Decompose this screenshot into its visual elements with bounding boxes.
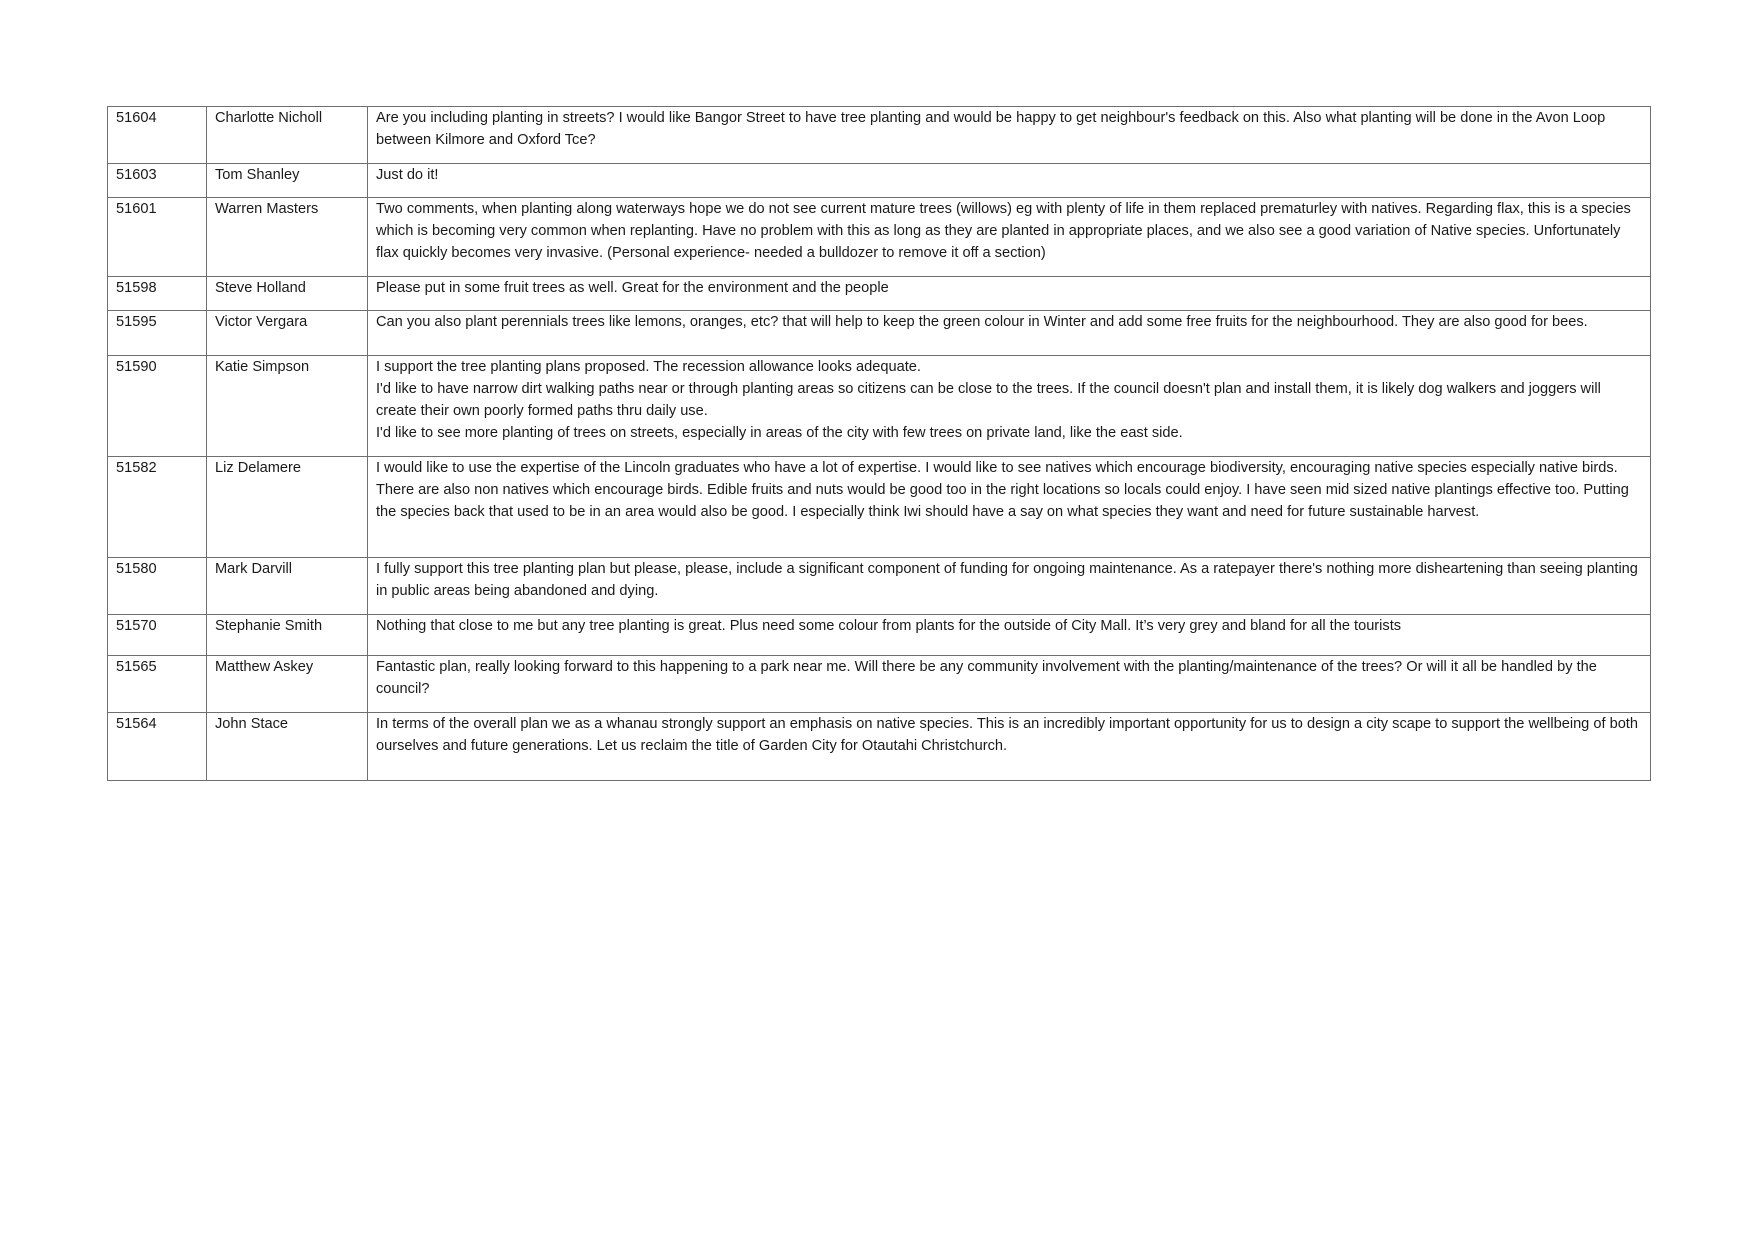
comment-text: Just do it!: [376, 167, 439, 183]
comment-cell: [368, 457, 1651, 558]
submitter-name-cell: Liz Delamere: [207, 457, 368, 558]
comment-text: I'd like to have narrow dirt walking paths near or through planting areas so citizens can be close to the trees. If the council doesn't plan and install them, it is likely dog walkers and joggers will create their own poorly formed paths thru daily use.: [376, 381, 1601, 419]
comment-cell: [368, 198, 1651, 277]
table-row: [108, 713, 1651, 781]
table-row: [108, 164, 1651, 198]
submitter-name-cell: Steve Holland: [207, 277, 368, 311]
submission-id-cell: 51564: [108, 713, 207, 781]
comment-cell: [368, 356, 1651, 457]
submission-id-cell: 51598: [108, 277, 207, 311]
comment-text: Are you including planting in streets? I would like Bangor Street to have tree planting and would be happy to get neighbour's feedback on this. Also what planting will be done in the Avon Loop between Kilmore and Oxford Tce?: [376, 110, 1606, 148]
table-row: [108, 198, 1651, 277]
submitter-name-cell: Mark Darvill: [207, 558, 368, 615]
submission-id-cell: 51565: [108, 656, 207, 713]
submission-id-cell: 51582: [108, 457, 207, 558]
comment-cell: [368, 311, 1651, 356]
comment-text: Fantastic plan, really looking forward to this happening to a park near me. Will there be any community involvement with the planting/maintenance of the trees? Or will it all be handled by the council?: [376, 659, 1597, 697]
submitter-name-cell: John Stace: [207, 713, 368, 781]
table-row: [108, 356, 1651, 457]
submitter-name-cell: Katie Simpson: [207, 356, 368, 457]
table-row: [108, 107, 1651, 164]
comment-cell: [368, 164, 1651, 198]
submission-id-cell: 51570: [108, 615, 207, 656]
comment-cell: [368, 656, 1651, 713]
table-row: [108, 558, 1651, 615]
submitter-name-cell: Matthew Askey: [207, 656, 368, 713]
submission-id-cell: 51595: [108, 311, 207, 356]
submission-id-cell: 51590: [108, 356, 207, 457]
comment-text: Please put in some fruit trees as well. Great for the environment and the people: [376, 280, 889, 296]
submission-id-cell: 51604: [108, 107, 207, 164]
comment-text: I fully support this tree planting plan but please, please, include a significant component of funding for ongoing maintenance. As a ratepayer there's nothing more disheartening than seeing planting in public areas being abandoned and dying.: [376, 561, 1638, 599]
submission-id-cell: 51603: [108, 164, 207, 198]
submissions-table: [107, 106, 1651, 781]
submission-id-cell: 51601: [108, 198, 207, 277]
submitter-name-cell: Charlotte Nicholl: [207, 107, 368, 164]
submission-id-cell: 51580: [108, 558, 207, 615]
comment-cell: [368, 615, 1651, 656]
submitter-name-cell: Tom Shanley: [207, 164, 368, 198]
submitter-name-cell: Warren Masters: [207, 198, 368, 277]
submissions-table-body: [108, 107, 1651, 781]
table-row: [108, 615, 1651, 656]
comment-cell: [368, 277, 1651, 311]
table-row: [108, 277, 1651, 311]
comment-text: Nothing that close to me but any tree planting is great. Plus need some colour from plants for the outside of City Mall. It’s very grey and bland for all the tourists: [376, 618, 1402, 634]
comment-text: I'd like to see more planting of trees on streets, especially in areas of the city with few trees on private land, like the east side.: [376, 425, 1183, 441]
comment-text: I support the tree planting plans proposed. The recession allowance looks adequate.: [376, 359, 921, 375]
table-row: [108, 311, 1651, 356]
comment-cell: [368, 713, 1651, 781]
comment-text: Two comments, when planting along waterways hope we do not see current mature trees (willows) eg with plenty of life in them replaced prematurley with natives. Regarding flax, this is a species which is becoming very common when replanting. Have no problem with this as long as they are planted in appropriate places, and we also see a good variation of Native species. Unfortunately flax quickly becomes very invasive. (Personal experience- needed a bulldozer to remove it off a section): [376, 201, 1631, 261]
table-row: [108, 457, 1651, 558]
table-row: [108, 656, 1651, 713]
comment-text: In terms of the overall plan we as a whanau strongly support an emphasis on native species. This is an incredibly important opportunity for us to design a city scape to support the wellbeing of both ourselves and future generations. Let us reclaim the title of Garden City for Otautahi Christchurch.: [376, 716, 1638, 754]
comment-text: I would like to use the expertise of the Lincoln graduates who have a lot of expertise. I would like to see natives which encourage biodiversity, encouraging native species especially native birds. There are also non natives which encourage birds. Edible fruits and nuts would be good too in the right locations so locals could enjoy. I have seen mid sized native plantings effective too. Putting the species back that used to be in an area would also be good. I especially think Iwi should have a say on what species they want and need for future sustainable harvest.: [376, 460, 1629, 520]
comment-cell: [368, 107, 1651, 164]
submitter-name-cell: Stephanie Smith: [207, 615, 368, 656]
comment-cell: [368, 558, 1651, 615]
submitter-name-cell: Victor Vergara: [207, 311, 368, 356]
comment-text: Can you also plant perennials trees like lemons, oranges, etc? that will help to keep the green colour in Winter and add some free fruits for the neighbourhood. They are also good for bees.: [376, 314, 1588, 330]
